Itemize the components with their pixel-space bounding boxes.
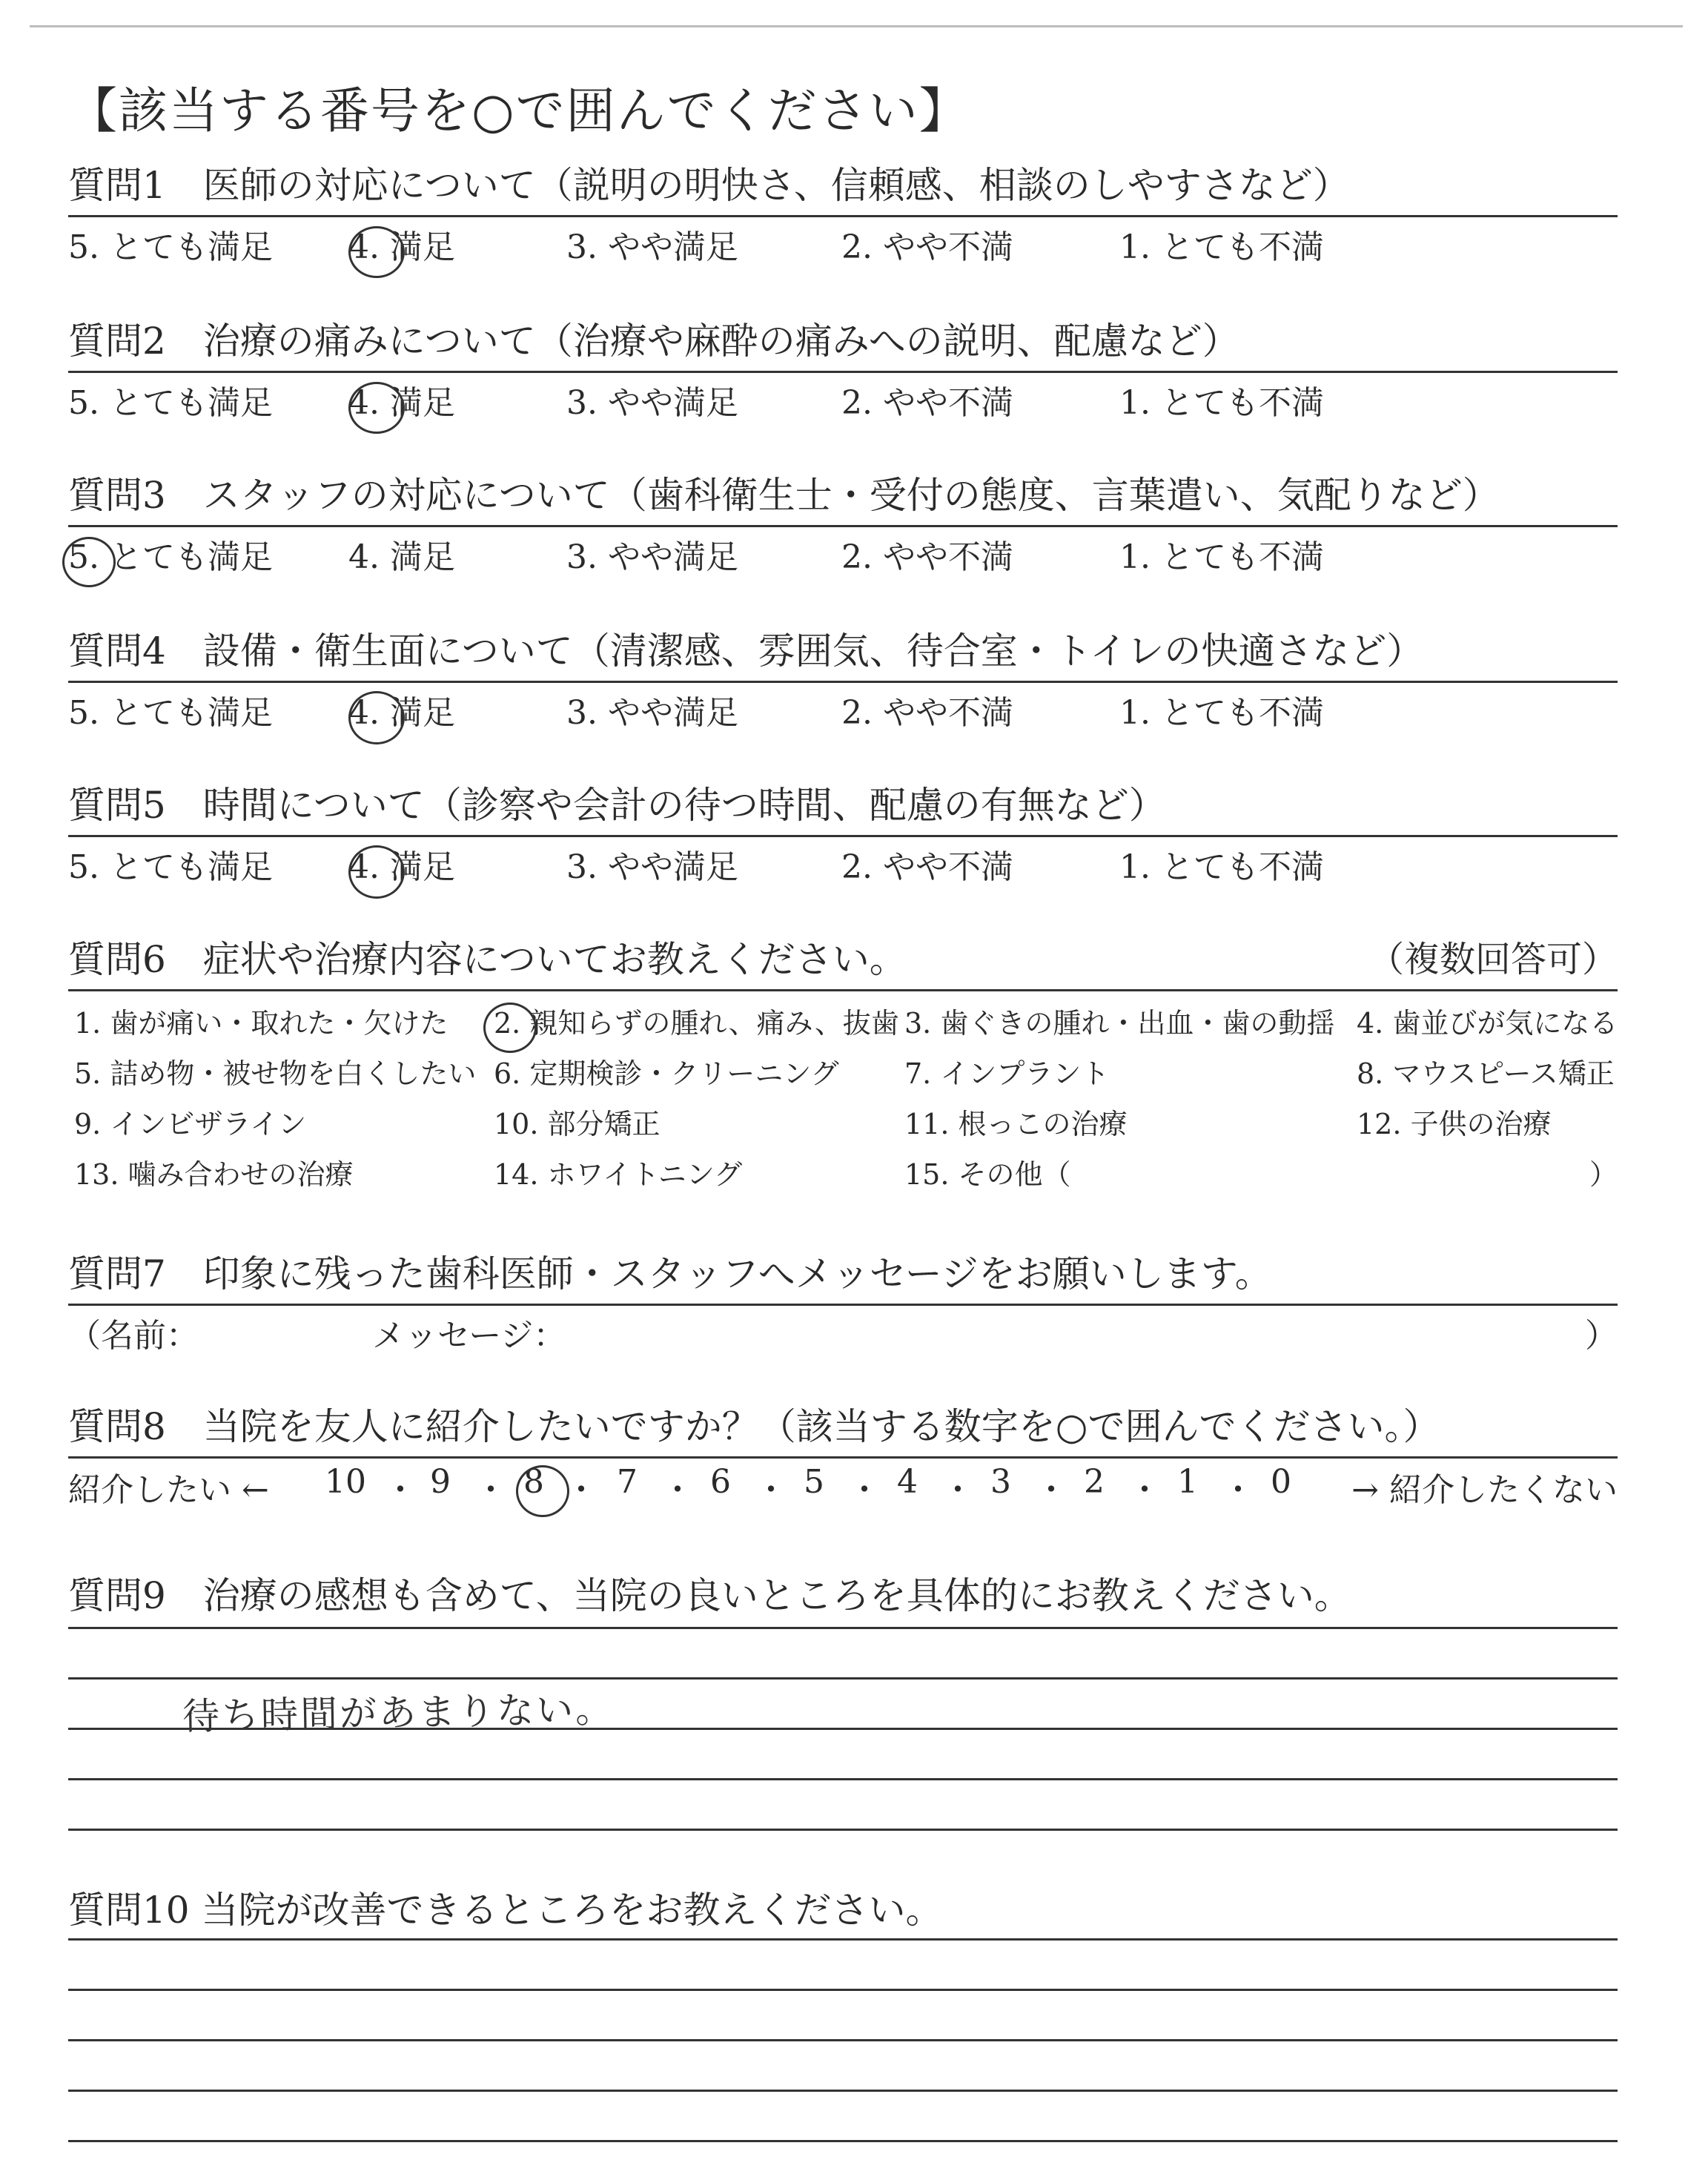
symptom-option-15[interactable]: 15. その他（ — [904, 1158, 1071, 1191]
option-3[interactable]: 3. やや満足 — [566, 848, 738, 886]
recommend-scale — [68, 1463, 1618, 1510]
option-5[interactable]: 5. とても満足 — [68, 228, 273, 266]
answer-line — [68, 1778, 1618, 1780]
scale-left-label: 紹介したい ← — [68, 1471, 269, 1509]
selection-circle — [62, 537, 116, 587]
scale-separator: ・ — [1222, 1471, 1254, 1509]
option-2[interactable]: 2. やや不満 — [841, 384, 1013, 422]
selection-circle — [516, 1465, 569, 1517]
scale-value-10[interactable]: 10 — [325, 1463, 366, 1501]
question-9 — [68, 1572, 1618, 1619]
scale-separator: ・ — [661, 1471, 694, 1509]
message-label: メッセージ： — [372, 1317, 566, 1355]
question-6 — [68, 936, 1618, 1223]
scale-right-label: → 紹介したくない — [1351, 1471, 1618, 1509]
scale-value-6[interactable]: 6 — [710, 1463, 731, 1501]
option-1[interactable]: 1. とても不満 — [1119, 538, 1324, 576]
symptom-option-5[interactable]: 5. 詰め物・被せ物を白くしたい — [74, 1057, 477, 1090]
question-4-options — [68, 686, 1618, 730]
answer-line — [68, 2140, 1618, 2142]
question-5-title: 質問5 時間について（診察や会計の待つ時間、配慮の有無など） — [68, 784, 1166, 827]
answer-line — [68, 1627, 1618, 1629]
answer-line — [68, 2090, 1618, 2092]
answer-line — [68, 1677, 1618, 1680]
scale-value-3[interactable]: 3 — [990, 1463, 1011, 1501]
question-1 — [68, 162, 1618, 265]
answer-line — [68, 2039, 1618, 2041]
divider — [68, 989, 1618, 991]
selection-circle — [348, 226, 405, 278]
scale-value-9[interactable]: 9 — [430, 1463, 451, 1501]
symptom-option-4[interactable]: 4. 歯並びが気になる — [1357, 1007, 1618, 1040]
symptom-option-3[interactable]: 3. 歯ぐきの腫れ・出血・歯の動揺 — [904, 1007, 1335, 1040]
scale-value-1[interactable]: 1 — [1177, 1463, 1198, 1501]
scale-separator: ・ — [755, 1471, 787, 1509]
question-5-options — [68, 840, 1618, 885]
symptom-option-2[interactable]: 2. 親知らずの腫れ、痛み、抜歯 — [494, 1007, 899, 1040]
option-2[interactable]: 2. やや不満 — [841, 228, 1013, 266]
name-label: （名前： — [68, 1317, 199, 1355]
symptom-option-6[interactable]: 6. 定期検診・クリーニング — [494, 1057, 839, 1090]
option-2[interactable]: 2. やや不満 — [841, 848, 1013, 886]
question-6-title — [68, 936, 1618, 983]
scale-separator: ・ — [474, 1471, 507, 1509]
scale-value-5[interactable]: 5 — [804, 1463, 824, 1501]
question-3-options — [68, 530, 1618, 575]
option-2[interactable]: 2. やや不満 — [841, 694, 1013, 732]
option-4[interactable]: 4. 満足 — [348, 538, 455, 576]
question-5 — [68, 782, 1618, 885]
scale-value-2[interactable]: 2 — [1084, 1463, 1105, 1501]
option-3[interactable]: 3. やや満足 — [566, 694, 738, 732]
divider — [68, 1304, 1618, 1306]
symptom-option-10[interactable]: 10. 部分矯正 — [494, 1108, 661, 1140]
option-5[interactable]: 5. とても満足 — [68, 384, 273, 422]
answer-line — [68, 1829, 1618, 1831]
close-paren: ） — [1585, 1317, 1618, 1355]
question-4 — [68, 627, 1618, 730]
question-7-fields — [68, 1309, 1618, 1353]
question-4-title: 質問4 設備・衛生面について（清潔感、雰囲気、待合室・トイレの快適さなど） — [68, 630, 1424, 673]
scale-value-7[interactable]: 7 — [617, 1463, 638, 1501]
symptom-option-1[interactable]: 1. 歯が痛い・取れた・欠けた — [74, 1007, 448, 1040]
selection-circle — [348, 382, 405, 434]
option-3[interactable]: 3. やや満足 — [566, 538, 738, 576]
divider — [68, 215, 1618, 217]
top-border — [30, 25, 1683, 27]
symptom-option-7[interactable]: 7. インプラント — [904, 1057, 1110, 1090]
option-1[interactable]: 1. とても不満 — [1119, 848, 1324, 886]
option-3[interactable]: 3. やや満足 — [566, 384, 738, 422]
option-5[interactable]: 5. とても満足 — [68, 694, 273, 732]
divider — [68, 371, 1618, 373]
question-3 — [68, 472, 1618, 575]
question-2-options — [68, 376, 1618, 420]
symptom-option-9[interactable]: 9. インビザライン — [74, 1108, 307, 1140]
symptom-option-8[interactable]: 8. マウスピース矯正 — [1357, 1057, 1615, 1090]
divider — [68, 1456, 1618, 1459]
option-1[interactable]: 1. とても不満 — [1119, 228, 1324, 266]
question-2-title: 質問2 治療の痛みについて（治療や麻酔の痛みへの説明、配慮など） — [68, 320, 1239, 363]
selection-circle — [483, 1003, 537, 1053]
question-6-options — [68, 1000, 1618, 1223]
selection-circle — [348, 691, 405, 744]
symptom-option-12[interactable]: 12. 子供の治療 — [1357, 1108, 1552, 1140]
divider — [68, 525, 1618, 527]
scale-separator: ・ — [565, 1471, 598, 1509]
handwritten-answer: 待ち時間があまりない。 — [182, 1687, 615, 1739]
divider — [68, 681, 1618, 683]
scale-value-4[interactable]: 4 — [897, 1463, 918, 1501]
question-1-options — [68, 220, 1618, 265]
question-10-title: 質問10 当院が改善できるところをお教えください。 — [68, 1889, 943, 1932]
answer-line — [68, 1989, 1618, 1991]
question-2 — [68, 317, 1618, 420]
scale-value-8[interactable]: 8 — [523, 1463, 544, 1501]
multiple-answers-note: （複数回答可） — [1368, 939, 1618, 980]
question-7 — [68, 1250, 1618, 1353]
option-5[interactable]: 5. とても満足 — [68, 538, 273, 576]
question-10 — [68, 1886, 1618, 1934]
question-6-title-text: 質問6 症状や治療内容についてお教えください。 — [68, 938, 907, 981]
scale-separator: ・ — [1128, 1471, 1161, 1509]
question-7-title: 質問7 印象に残った歯科医師・スタッフへメッセージをお願いします。 — [68, 1252, 1272, 1295]
option-5[interactable]: 5. とても満足 — [68, 848, 273, 886]
option-4[interactable]: 4. 満足 — [348, 228, 455, 266]
question-8 — [68, 1403, 1618, 1510]
scale-separator: ・ — [848, 1471, 881, 1509]
symptom-option-14[interactable]: 14. ホワイトニング — [494, 1158, 743, 1191]
divider — [68, 835, 1618, 837]
option-4[interactable]: 4. 満足 — [348, 384, 455, 422]
question-3-title: 質問3 スタッフの対応について（歯科衛生士・受付の態度、言葉遣い、気配りなど） — [68, 474, 1500, 517]
answer-line — [68, 1938, 1618, 1941]
option-1[interactable]: 1. とても不満 — [1119, 694, 1324, 732]
scale-value-0[interactable]: 0 — [1271, 1463, 1291, 1501]
symptom-option-11[interactable]: 11. 根っこの治療 — [904, 1108, 1128, 1140]
option-2[interactable]: 2. やや不満 — [841, 538, 1013, 576]
scale-separator: ・ — [384, 1471, 417, 1509]
question-8-title: 質問8 当院を友人に紹介したいですか？（該当する数字を○で囲んでください。） — [68, 1405, 1440, 1448]
other-close-paren: ） — [1589, 1158, 1618, 1191]
scale-separator: ・ — [941, 1471, 974, 1509]
option-1[interactable]: 1. とても不満 — [1119, 384, 1324, 422]
symptom-option-13[interactable]: 13. 噛み合わせの治療 — [74, 1158, 354, 1191]
scale-separator: ・ — [1035, 1471, 1068, 1509]
question-1-title: 質問1 医師の対応について（説明の明快さ、信頼感、相談のしやすさなど） — [68, 164, 1350, 207]
option-4[interactable]: 4. 満足 — [348, 848, 455, 886]
option-3[interactable]: 3. やや満足 — [566, 228, 738, 266]
option-4[interactable]: 4. 満足 — [348, 694, 455, 732]
question-9-title: 質問9 治療の感想も含めて、当院の良いところを具体的にお教えください。 — [68, 1574, 1351, 1617]
selection-circle — [348, 845, 405, 899]
page-heading: 【該当する番号を○で囲んでください】 — [68, 82, 970, 139]
